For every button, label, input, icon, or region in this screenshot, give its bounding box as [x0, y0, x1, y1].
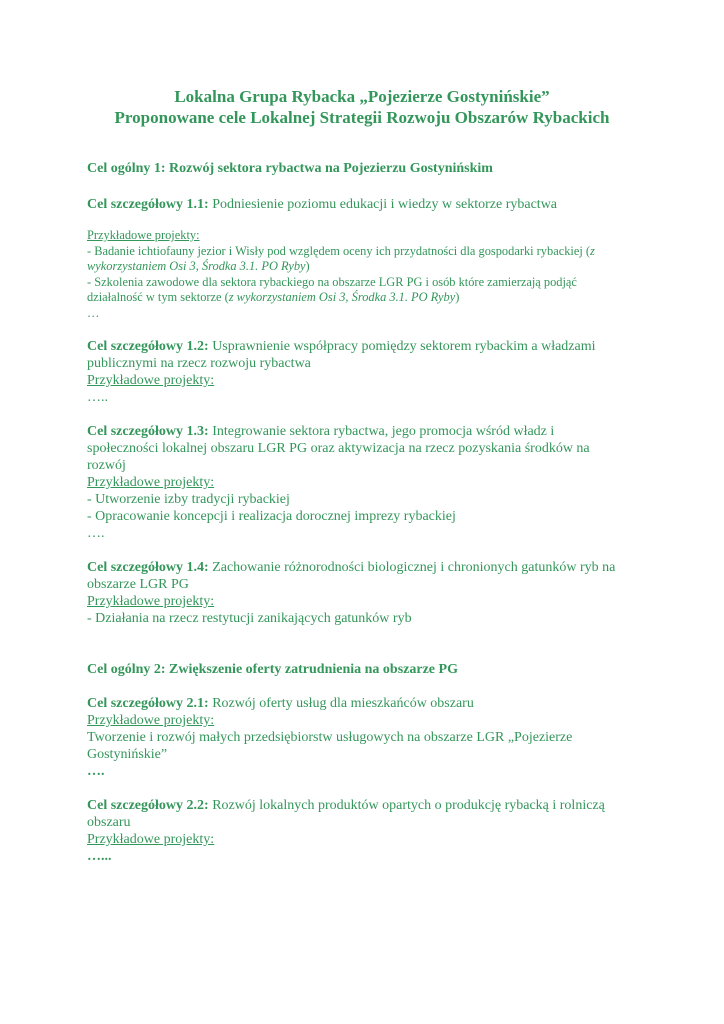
- goal-1-4-examples-label: Przykładowe projekty:: [87, 594, 215, 609]
- goal-2-1-examples-label: Przykładowe projekty:: [87, 713, 215, 728]
- document-body: [87, 160, 647, 865]
- goal-1-3-project-2: - Opracowanie koncepcji i realizacja dorocznej imprezy rybackiej: [87, 509, 456, 524]
- goal-2-1-label: Cel szczegółowy 2.1:: [87, 696, 209, 711]
- title-line-2: Proponowane cele Lokalnej Strategii Rozwoju Obszarów Rybackich: [114, 108, 610, 127]
- goal-1-4-text-line-2: obszarze LGR PG: [87, 577, 189, 592]
- project-text: ): [455, 290, 460, 304]
- goal-2-1-text: Rozwój oferty usług dla mieszkańców obszaru: [208, 696, 474, 711]
- goal-1-3-ellipsis: ….: [87, 526, 105, 541]
- goal-1-3: [87, 423, 647, 440]
- goal-1-4: [87, 559, 647, 576]
- goal-2-2-examples-label: Przykładowe projekty:: [87, 832, 215, 847]
- goal-1-3-project-1: - Utworzenie izby tradycji rybackiej: [87, 492, 290, 507]
- title-line-1: Lokalna Grupa Rybacka „Pojezierze Gostynińskie”: [174, 87, 550, 106]
- goal-1-4-label: Cel szczegółowy 1.4:: [87, 560, 209, 575]
- goal-1-1-text: Podniesienie poziomu edukacji i wiedzy w sektorze rybactwa: [208, 197, 558, 212]
- goal-1-3-examples-label: Przykładowe projekty:: [87, 475, 215, 490]
- goal-1-2-text: Usprawnienie współpracy pomiędzy sektorem rybackim a władzami: [208, 339, 596, 354]
- main-goal-1-heading: Cel ogólny 1: Rozwój sektora rybactwa na Pojezierzu Gostynińskim: [87, 161, 493, 176]
- project-text: działalność w tym sektorze (: [87, 290, 229, 304]
- project-source: wykorzystaniem Osi 3, Środka 3.1. PO Ryby: [87, 259, 306, 273]
- goal-1-3-text-line-3: rozwój: [87, 458, 126, 473]
- project-text: ): [305, 259, 310, 273]
- goal-1-1-project-1-line-2: [87, 259, 647, 275]
- goal-1-4-text: Zachowanie różnorodności biologicznej i chronionych gatunków ryb na: [208, 560, 616, 575]
- project-text: - Badanie ichtiofauny jezior i Wisły pod względem oceny ich przydatności dla gospodarki rybackiej (: [87, 243, 590, 258]
- goal-1-2-examples-label: Przykładowe projekty:: [87, 373, 215, 388]
- goal-1-1-project-2-line-2: [87, 290, 647, 306]
- main-goal-2-heading: Cel ogólny 2: Zwiększenie oferty zatrudnienia na obszarze PG: [87, 662, 458, 677]
- goal-2-2-label: Cel szczegółowy 2.2:: [87, 798, 209, 813]
- goal-1-4-project-1: - Działania na rzecz restytucji zanikających gatunków ryb: [87, 611, 412, 626]
- goal-1-1-project-2-line-1: - Szkolenia zawodowe dla sektora rybackiego na obszarze LGR PG i osób które zamierzają podjąć: [87, 274, 577, 289]
- goal-1-2-text-line-2: publicznymi na rzecz rozwoju rybactwa: [87, 356, 311, 371]
- goal-2-2-ellipsis: …...: [87, 849, 112, 864]
- goal-2-2-text-line-2: obszaru: [87, 815, 131, 830]
- goal-1-3-text-line-2: społeczności lokalnej obszaru LGR PG oraz aktywizacja na rzecz pozyskania środków na: [87, 441, 590, 456]
- goal-1-3-label: Cel szczegółowy 1.3:: [87, 424, 209, 439]
- goal-1-3-text: Integrowanie sektora rybactwa, jego promocja wśród władz i: [208, 424, 555, 439]
- goal-1-1: [87, 196, 647, 213]
- goal-2-1-project-1-line-1: Tworzenie i rozwój małych przedsiębiorstw usługowych na obszarze LGR „Pojezierze: [87, 730, 573, 745]
- goal-2-2: [87, 797, 647, 814]
- goal-1-2: [87, 338, 647, 355]
- goal-1-2-label: Cel szczegółowy 1.2:: [87, 339, 209, 354]
- goal-2-1: [87, 695, 647, 712]
- document-title: [0, 86, 724, 128]
- goal-1-2-ellipsis: …..: [87, 390, 108, 405]
- goal-1-1-examples-label: Przykładowe projekty:: [87, 228, 200, 242]
- goal-2-1-ellipsis: ….: [87, 764, 105, 779]
- project-source: z: [590, 243, 595, 258]
- project-source: z wykorzystaniem Osi 3, Środka 3.1. PO Ryby: [228, 290, 456, 304]
- goal-1-1-ellipsis: …: [87, 305, 100, 320]
- goal-1-1-label: Cel szczegółowy 1.1:: [87, 197, 209, 212]
- goal-1-1-project-1-line-1: [87, 244, 647, 260]
- goal-2-1-project-1-line-2: Gostynińskie”: [87, 747, 168, 762]
- goal-2-2-text: Rozwój lokalnych produktów opartych o produkcję rybacką i rolniczą: [208, 798, 605, 813]
